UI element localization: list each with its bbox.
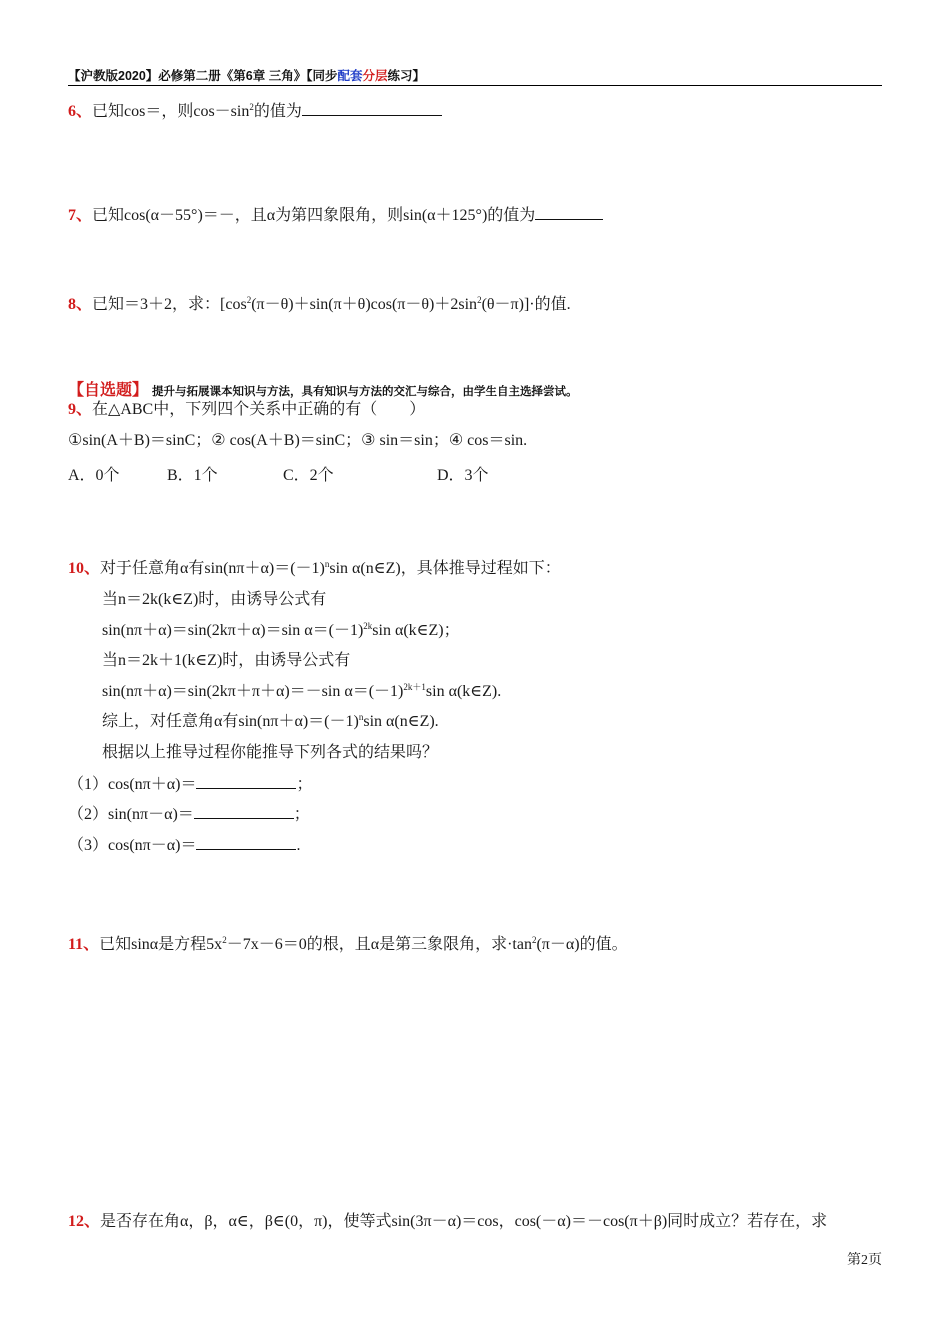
- sub-question-2: [68, 803, 310, 825]
- question-text: －7x－6＝0的根，且α是第三象限角，求·tan: [226, 936, 532, 953]
- question-text: (π－θ)＋sin(π＋θ)cos(π－θ)＋2sin: [251, 296, 478, 313]
- derivation-line-1: 当n＝2k(k∈Z)时，由诱导公式有: [102, 591, 327, 608]
- derivation-text: sin α(k∈Z).: [425, 683, 502, 700]
- question-12: [68, 1212, 827, 1232]
- superscript: 2: [249, 102, 254, 112]
- question-11: [68, 935, 628, 955]
- sub-question-text: （2）sin(nπ－α)＝: [68, 806, 194, 823]
- option-c[interactable]: C．2个: [283, 467, 334, 484]
- question-number: 12、: [68, 1213, 101, 1230]
- question-text: 已知cos(α－55°)＝－，且α为第四象限角，则sin(α＋125°)的值为: [92, 207, 536, 224]
- header-title-end: 练习】: [387, 69, 426, 83]
- derivation-line-6: 根据以上推导过程你能推导下列各式的结果吗？: [102, 744, 439, 761]
- question-8: [68, 295, 571, 315]
- option-d[interactable]: D．3个: [437, 467, 489, 484]
- superscript: 2: [246, 295, 252, 305]
- option-b[interactable]: B．1个: [167, 467, 218, 484]
- option-a[interactable]: A．0个: [68, 467, 120, 484]
- answer-blank[interactable]: [535, 204, 603, 220]
- section-description: 提升与拓展课本知识与方法，具有知识与方法的交汇与综合，由学生自主选择尝试。: [152, 386, 578, 398]
- derivation-text: sin(nπ＋α)＝sin(2kπ＋π＋α)＝－sin α＝(－1): [102, 683, 404, 700]
- header-title: 【沪教版2020】必修第二册《第6章 三角》【同步: [68, 69, 338, 83]
- question-text: sin α(n∈Z)，具体推导过程如下：: [329, 560, 561, 577]
- answer-blank[interactable]: [194, 803, 294, 819]
- question-number: 9、: [68, 401, 93, 418]
- derivation-line-5: [102, 712, 439, 732]
- answer-blank[interactable]: [196, 773, 296, 789]
- section-heading: [68, 377, 578, 400]
- header-highlight-red: 分层: [362, 69, 388, 83]
- page-header: [68, 66, 425, 84]
- superscript: n: [358, 712, 364, 722]
- question-text: 是否存在角α，β，α∈，β∈(0，π)，使等式sin(3π－α)＝cos，cos(－α)＝－cos(π＋β)同时成立？若存在，求: [100, 1213, 828, 1230]
- question-number: 11、: [68, 936, 100, 953]
- derivation-text: 综上，对任意角α有sin(nπ＋α)＝(－1): [102, 713, 359, 730]
- superscript: 2: [477, 295, 482, 305]
- question-9: [68, 400, 425, 420]
- derivation-line-3: 当n＝2k＋1(k∈Z)时，由诱导公式有: [102, 652, 351, 669]
- punctuation: ；: [296, 776, 313, 793]
- header-divider: [68, 85, 882, 86]
- derivation-text: sin(nπ＋α)＝sin(2kπ＋α)＝sin α＝(－1): [102, 622, 364, 639]
- question-9-relations: ①sin(A＋B)＝sinC；② cos(A＋B)＝sinC；③ sin＝sin；④ cos＝sin.: [68, 432, 528, 449]
- answer-blank[interactable]: [196, 834, 296, 850]
- superscript: n: [324, 559, 330, 569]
- question-text: 已知cos＝，则cos－sin: [92, 103, 250, 120]
- question-text: (π－α)的值。: [536, 936, 628, 953]
- superscript: 2k: [363, 621, 373, 631]
- sub-question-text: （1）cos(nπ＋α)＝: [68, 776, 197, 793]
- question-text: (θ－π)]·的值.: [481, 296, 571, 313]
- question-number: 10、: [68, 560, 101, 577]
- question-text: 已知sinα是方程5x: [99, 936, 223, 953]
- superscript: 2: [222, 935, 227, 945]
- sub-question-text: （3）cos(nπ－α)＝: [68, 837, 197, 854]
- question-number: 7、: [68, 207, 93, 224]
- question-number: 6、: [68, 103, 93, 120]
- section-title: 【自选题】: [68, 382, 149, 399]
- derivation-line-4: [102, 682, 501, 702]
- sub-question-3: [68, 834, 300, 856]
- superscript: 2: [531, 935, 537, 945]
- question-text: 在△ABC中，下列四个关系中正确的有（ ）: [92, 401, 426, 418]
- question-text: 对于任意角α有sin(nπ＋α)＝(－1): [100, 560, 325, 577]
- answer-blank[interactable]: [302, 100, 442, 116]
- derivation-line-2: [102, 621, 460, 641]
- question-number: 8、: [68, 296, 93, 313]
- punctuation: ；: [293, 806, 310, 823]
- question-6: [68, 100, 442, 122]
- question-7: [68, 204, 603, 226]
- superscript: 2k＋1: [403, 682, 426, 692]
- question-text: 的值为: [253, 103, 302, 120]
- question-text: 已知＝3＋2，求：[cos: [92, 296, 247, 313]
- header-highlight-blue: 配套: [337, 69, 363, 83]
- question-10: [68, 559, 561, 579]
- page-number: 第2页: [847, 1253, 882, 1268]
- derivation-text: sin α(n∈Z).: [363, 713, 439, 730]
- sub-question-1: [68, 773, 312, 795]
- punctuation: .: [296, 837, 301, 854]
- derivation-text: sin α(k∈Z)；: [372, 622, 460, 639]
